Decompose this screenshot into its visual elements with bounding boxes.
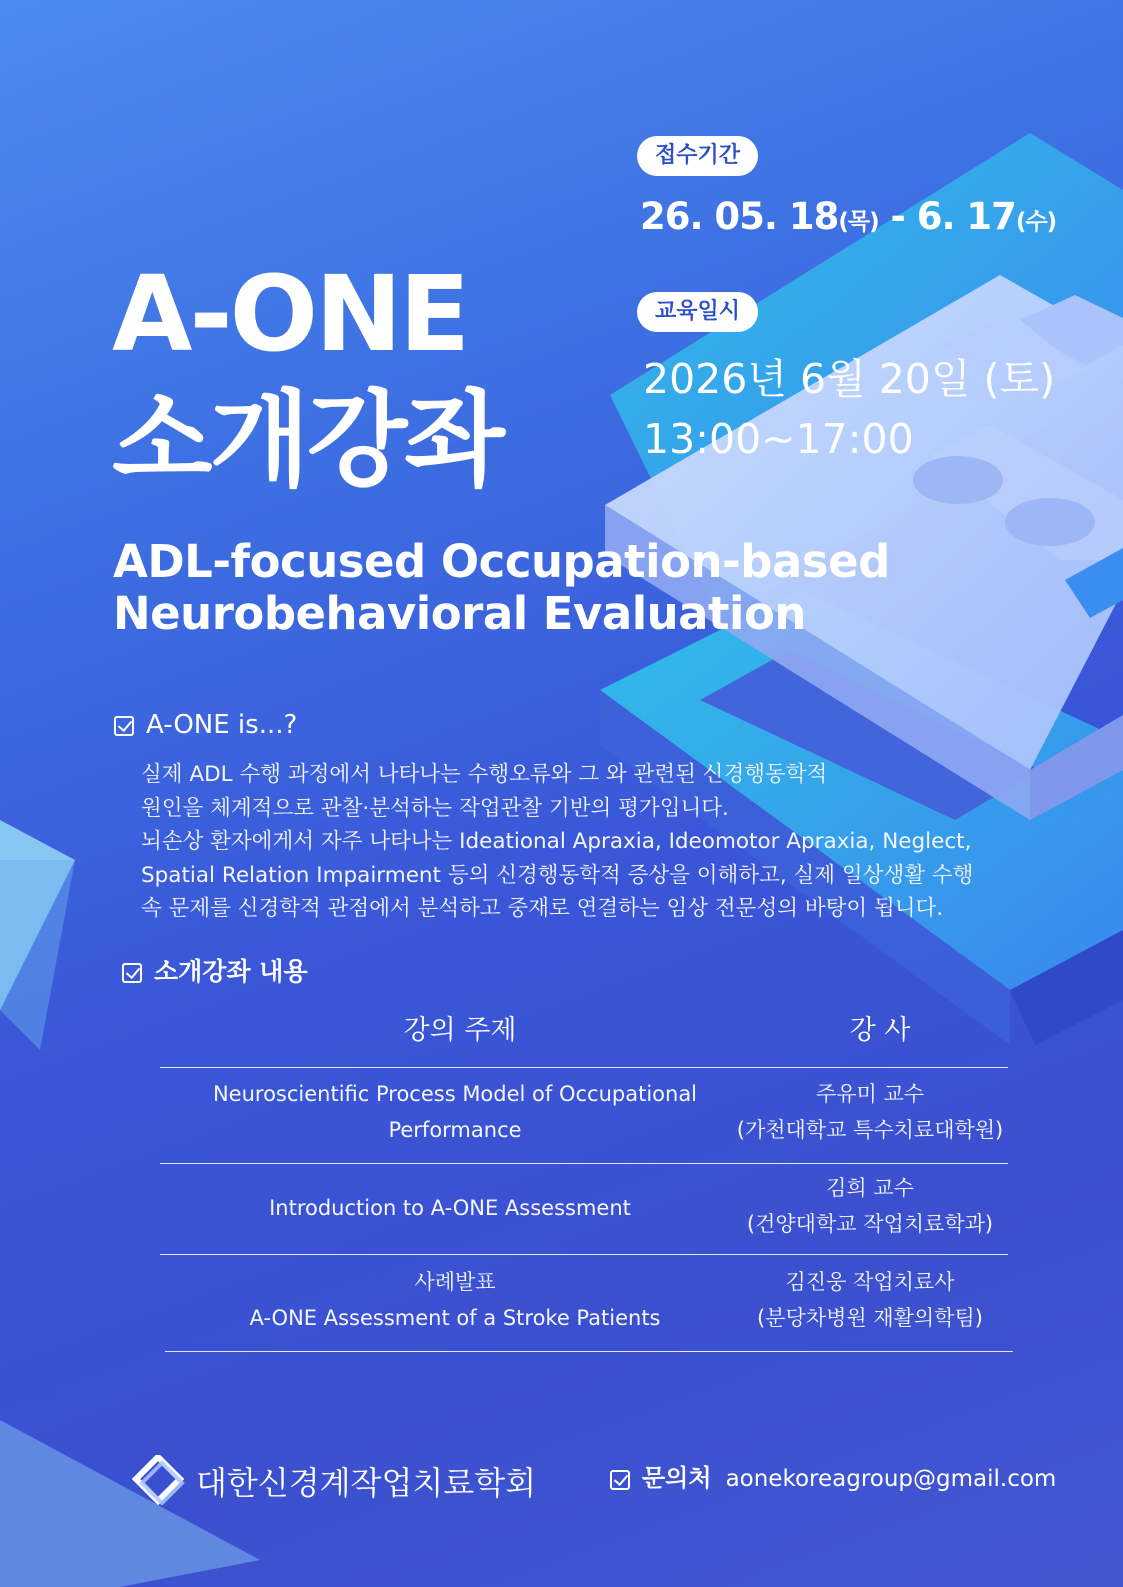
contact-label: 문의처 <box>642 1464 712 1492</box>
table-divider <box>160 1163 1008 1164</box>
description-line: 뇌손상 환자에게서 자주 나타나는 Ideational Apraxia, Ideomotor Apraxia, Neglect, <box>141 829 972 854</box>
description-line: 원인을 체계적으로 관찰·분석하는 작업관찰 기반의 평가입니다. <box>141 795 729 821</box>
checkbox-icon <box>114 716 134 736</box>
description-line: Spatial Relation Impairment 등의 신경행동학적 증상을 이해하고, 실제 일상생활 수행 <box>141 862 974 888</box>
subtitle-line2: Neurobehavioral Evaluation <box>113 587 806 640</box>
column-header-topic: 강의 주제 <box>403 1015 517 1046</box>
topic-line: Introduction to A-ONE Assessment <box>269 1196 631 1220</box>
education-time: 13:00~17:00 <box>643 415 914 463</box>
lectures-heading <box>122 952 308 988</box>
about-description <box>141 758 973 926</box>
speaker-affiliation: (가천대학교 특수치료대학원) <box>736 1118 1004 1142</box>
topic-line: 사례발표 <box>414 1270 496 1294</box>
title-line1: A-ONE <box>112 253 468 375</box>
table-divider <box>160 1254 1008 1255</box>
table-row-3-topic <box>175 1264 735 1336</box>
table-row-2-speaker <box>720 1170 1020 1242</box>
table-divider <box>165 1351 1013 1352</box>
org-logo <box>132 1455 188 1505</box>
registration-period-label: 접수기간 <box>637 136 758 176</box>
column-header-speaker: 강 사 <box>849 1015 911 1046</box>
table-divider <box>160 1067 1008 1068</box>
org-name: 대한신경계작업치료학회 <box>196 1464 537 1502</box>
registration-start-day: (목) <box>838 209 879 235</box>
about-heading-text: A-ONE is...? <box>146 710 298 740</box>
speaker-affiliation: (분당차병원 재활의학팀) <box>757 1306 983 1330</box>
checkbox-icon <box>610 1470 630 1490</box>
registration-dates <box>640 195 1056 238</box>
speaker-name: 김진웅 작업치료사 <box>785 1270 955 1294</box>
topic-line: A-ONE Assessment of a Stroke Patients <box>249 1306 661 1330</box>
contact-email[interactable]: aonekoreagroup@gmail.com <box>725 1466 1057 1492</box>
topic-line: Neuroscientific Process Model of Occupational <box>212 1082 698 1106</box>
about-heading <box>114 710 297 740</box>
table-row-2-topic <box>175 1190 725 1226</box>
speaker-name: 주유미 교수 <box>815 1082 925 1106</box>
contact-info <box>610 1458 1056 1493</box>
description-line: 실제 ADL 수행 과정에서 나타나는 수행오류와 그 와 관련된 신경행동학적 <box>141 762 828 787</box>
lectures-heading-text: 소개강좌 내용 <box>154 957 308 986</box>
topic-line: Performance <box>388 1118 522 1142</box>
registration-end-day: (수) <box>1015 209 1057 235</box>
description-line: 속 문제를 신경학적 관점에서 분석하고 중재로 연결하는 임상 전문성의 바탕이 됩니다. <box>141 896 944 921</box>
registration-start-date: 26. 05. 18 <box>640 195 839 238</box>
education-date: 2026년 6월 20일 (토) <box>643 355 1056 403</box>
table-row-1-speaker <box>720 1076 1020 1148</box>
speaker-name: 김희 교수 <box>826 1176 914 1200</box>
subtitle-line1: ADL-focused Occupation-based <box>113 535 890 588</box>
checkbox-icon <box>122 963 142 983</box>
title-line2: 소개강좌 <box>112 379 502 501</box>
speaker-affiliation: (건양대학교 작업치료학과) <box>746 1212 994 1236</box>
table-row-1-topic <box>175 1076 735 1148</box>
registration-end-date: - 6. 17 <box>878 195 1016 238</box>
diamond-logo-icon <box>132 1455 188 1505</box>
education-schedule-label: 교육일시 <box>637 292 758 332</box>
table-row-3-speaker <box>720 1264 1020 1336</box>
